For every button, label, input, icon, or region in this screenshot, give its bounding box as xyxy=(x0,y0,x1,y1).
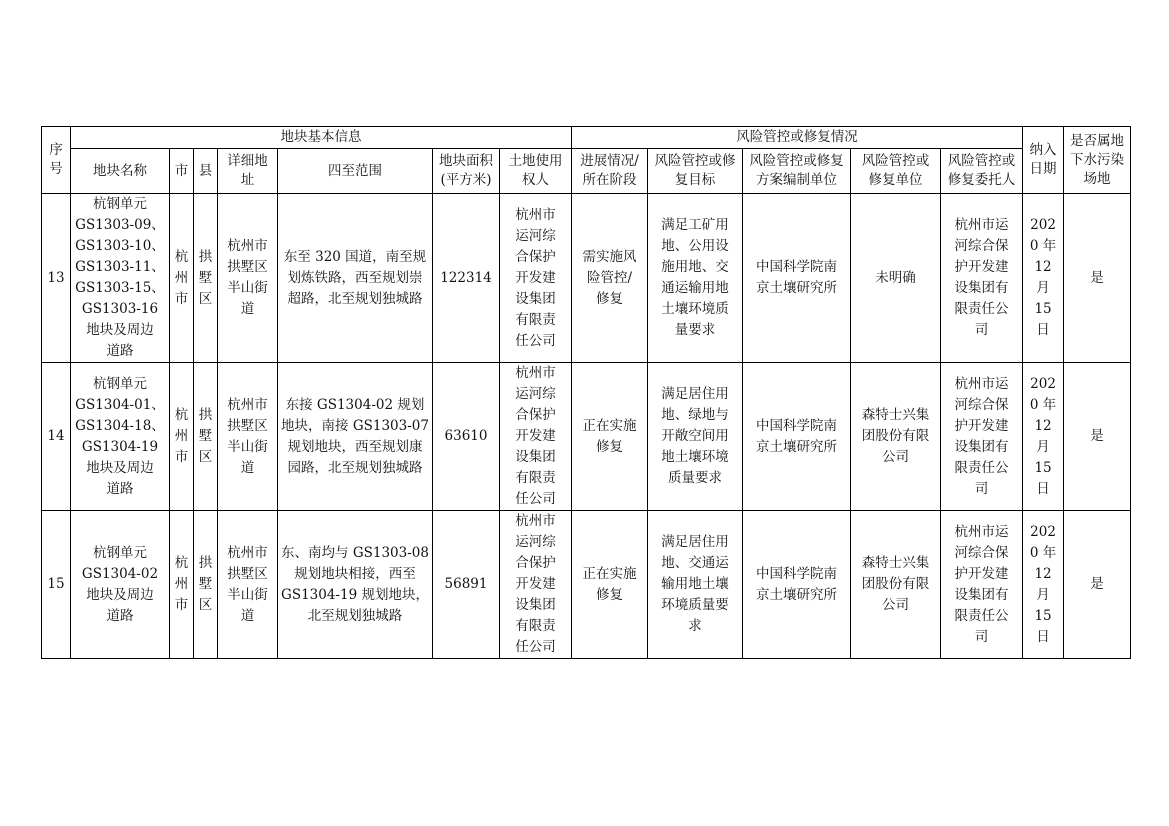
cell-seq: 13 xyxy=(42,194,71,363)
cell-client: 杭州市运 河综合保 护开发建 设集团有 限责任公 司 xyxy=(941,363,1023,511)
table-row xyxy=(42,363,1131,511)
cell-address: 杭州市 拱墅区 半山街 道 xyxy=(218,511,278,659)
cell-name: 杭钢单元 GS1304-01、 GS1304-18、 GS1304-19 地块及周边 道路 xyxy=(71,363,170,511)
cell-seq: 14 xyxy=(42,363,71,511)
col-header-progress: 进展情况/ 所在阶段 xyxy=(572,149,648,194)
cell-name: 杭钢单元 GS1303-09、 GS1303-10、 GS1303-11、 GS1303-15、 GS1303-16 地块及周边 道路 xyxy=(71,194,170,363)
cell-address: 杭州市 拱墅区 半山街 道 xyxy=(218,363,278,511)
cell-city: 杭 州 市 xyxy=(170,194,194,363)
cell-bounds: 东接 GS1304-02 规划 地块，南接 GS1303-07 规划地块，西至规划康 园路，北至规划独城路 xyxy=(278,363,433,511)
cell-client: 杭州市运 河综合保 护开发建 设集团有 限责任公 司 xyxy=(941,194,1023,363)
cell-owner: 杭州市 运河综 合保护 开发建 设集团 有限责 任公司 xyxy=(500,363,572,511)
table-row xyxy=(42,194,1131,363)
col-header-address: 详细地 址 xyxy=(218,149,278,194)
col-header-plan-unit: 风险管控或修复 方案编制单位 xyxy=(743,149,851,194)
cell-plan-unit: 中国科学院南 京土壤研究所 xyxy=(743,194,851,363)
cell-area: 122314 xyxy=(433,194,500,363)
cell-county: 拱 墅 区 xyxy=(194,194,218,363)
cell-included-date: 202 0 年 12 月 15 日 xyxy=(1023,511,1064,659)
cell-seq: 15 xyxy=(42,511,71,659)
cell-progress: 需实施风 险管控/ 修复 xyxy=(572,194,648,363)
col-header-name: 地块名称 xyxy=(71,149,170,194)
cell-groundwater: 是 xyxy=(1064,363,1131,511)
cell-bounds: 东至 320 国道，南至规 划炼铁路，西至规划崇 超路，北至规划独城路 xyxy=(278,194,433,363)
col-header-county: 县 xyxy=(194,149,218,194)
cell-groundwater: 是 xyxy=(1064,194,1131,363)
cell-plan-unit: 中国科学院南 京土壤研究所 xyxy=(743,511,851,659)
cell-county: 拱 墅 区 xyxy=(194,511,218,659)
cell-included-date: 202 0 年 12 月 15 日 xyxy=(1023,363,1064,511)
cell-client: 杭州市运 河综合保 护开发建 设集团有 限责任公 司 xyxy=(941,511,1023,659)
col-header-city: 市 xyxy=(170,149,194,194)
cell-bounds: 东、南均与 GS1303-08 规划地块相接，西至 GS1304-19 规划地块， 北至规划独城路 xyxy=(278,511,433,659)
cell-repair-unit: 未明确 xyxy=(851,194,941,363)
cell-address: 杭州市 拱墅区 半山街 道 xyxy=(218,194,278,363)
col-header-bounds: 四至范围 xyxy=(278,149,433,194)
cell-target: 满足居住用 地、交通运 输用地土壤 环境质量要 求 xyxy=(648,511,743,659)
col-header-seq: 序 号 xyxy=(42,127,71,194)
cell-city: 杭 州 市 xyxy=(170,363,194,511)
cell-repair-unit: 森特士兴集 团股份有限 公司 xyxy=(851,363,941,511)
group-header-basic-info: 地块基本信息 xyxy=(71,127,572,149)
col-header-owner: 土地使用 权人 xyxy=(500,149,572,194)
cell-plan-unit: 中国科学院南 京土壤研究所 xyxy=(743,363,851,511)
cell-name: 杭钢单元 GS1304-02 地块及周边 道路 xyxy=(71,511,170,659)
col-header-repair-unit: 风险管控或 修复单位 xyxy=(851,149,941,194)
col-header-area: 地块面积 (平方米) xyxy=(433,149,500,194)
col-header-target: 风险管控或修 复目标 xyxy=(648,149,743,194)
cell-target: 满足工矿用 地、公用设 施用地、交 通运输用地 土壤环境质 量要求 xyxy=(648,194,743,363)
cell-target: 满足居住用 地、绿地与 开敞空间用 地土壤环境 质量要求 xyxy=(648,363,743,511)
col-header-groundwater: 是否属地 下水污染 场地 xyxy=(1064,127,1131,194)
col-header-client: 风险管控或 修复委托人 xyxy=(941,149,1023,194)
cell-area: 63610 xyxy=(433,363,500,511)
cell-groundwater: 是 xyxy=(1064,511,1131,659)
cell-city: 杭 州 市 xyxy=(170,511,194,659)
cell-owner: 杭州市 运河综 合保护 开发建 设集团 有限责 任公司 xyxy=(500,194,572,363)
cell-progress: 正在实施 修复 xyxy=(572,511,648,659)
cell-county: 拱 墅 区 xyxy=(194,363,218,511)
cell-progress: 正在实施 修复 xyxy=(572,363,648,511)
col-header-included-date: 纳入 日期 xyxy=(1023,127,1064,194)
cell-area: 56891 xyxy=(433,511,500,659)
cell-repair-unit: 森特士兴集 团股份有限 公司 xyxy=(851,511,941,659)
site-info-table xyxy=(41,126,1131,659)
table-row xyxy=(42,511,1131,659)
cell-included-date: 202 0 年 12 月 15 日 xyxy=(1023,194,1064,363)
cell-owner: 杭州市 运河综 合保护 开发建 设集团 有限责 任公司 xyxy=(500,511,572,659)
group-header-risk-control: 风险管控或修复情况 xyxy=(572,127,1023,149)
